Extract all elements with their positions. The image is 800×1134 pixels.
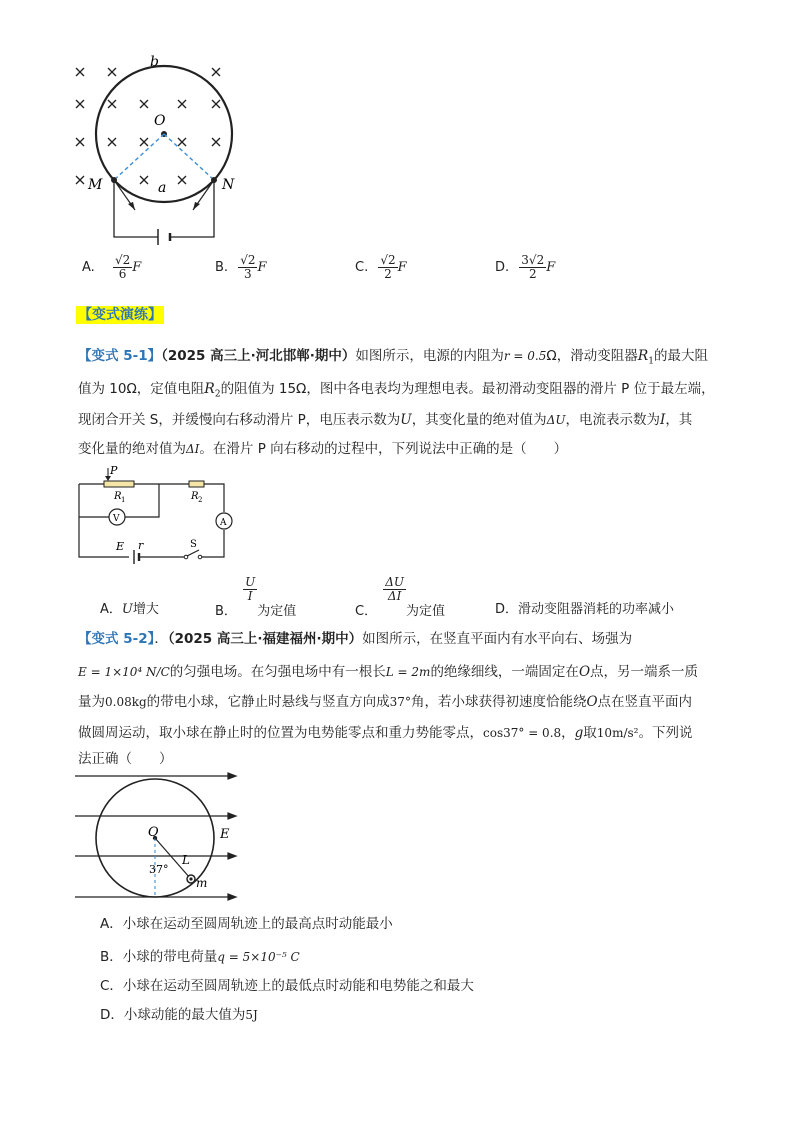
svg-text:A: A — [220, 518, 227, 528]
radius-OM — [114, 134, 164, 180]
resistor-R1 — [104, 481, 134, 487]
q51-source: （2025 高三上·河北邯郸·期中） — [161, 348, 356, 364]
svg-text:S: S — [190, 539, 197, 550]
svg-text:37°: 37° — [149, 863, 169, 876]
q51-option-c[interactable]: C． $\frac{\Delta U}{\Delta I}$ 为定值 — [355, 575, 446, 619]
svg-text:R: R — [114, 491, 122, 502]
field-crosses — [76, 68, 220, 184]
resistor-R2 — [189, 481, 204, 487]
prev-option-d[interactable]: D. $\frac{3√2}{2}$ F — [495, 253, 556, 281]
q51-option-a[interactable]: A．U增大 — [100, 602, 159, 617]
svg-text:r: r — [138, 539, 144, 552]
prev-option-b[interactable]: B. $\frac{√2}{3}$ F — [215, 253, 267, 281]
q51-line2: 值为 10Ω，定值电阻$R_2$的阻值为 15Ω，图中各电表均为理想电表。最初滑动变阻器的滑片 P 位于最左端， — [78, 381, 715, 400]
figure-magnetic-circle — [70, 52, 250, 247]
q51-line4: 变化量的绝对值为ΔI。在滑片 P 向右移动的过程中，下列说法中正确的是（ ） — [78, 441, 568, 457]
q52-line5: 法正确（ ） — [78, 751, 173, 767]
svg-text:R: R — [191, 491, 199, 502]
figure-pendulum-field — [70, 768, 250, 908]
label-O: O — [154, 113, 166, 129]
prev-option-a[interactable]: A. $\frac{√2}{6}$ F — [82, 253, 142, 281]
svg-text:E: E — [116, 540, 125, 553]
section-title: 【变式演练】 — [78, 307, 162, 323]
prev-option-c[interactable]: C. $\frac{√2}{2}$ F — [355, 253, 407, 281]
label-M: M — [88, 177, 103, 193]
label-a: a — [158, 180, 167, 196]
label-b: b — [150, 54, 159, 70]
q51-tag: 【变式 5-1】 — [78, 348, 162, 364]
q52-option-d[interactable]: D．小球动能的最大值为5J — [100, 1007, 258, 1023]
svg-text:L: L — [182, 853, 190, 867]
q51-option-d[interactable]: D．滑动变阻器消耗的功率减小 — [495, 602, 675, 617]
label-N: N — [222, 177, 235, 193]
q52-tag: 【变式 5-2】 — [78, 631, 155, 647]
svg-text:E: E — [220, 827, 230, 842]
svg-text:m: m — [196, 876, 208, 890]
switch-S — [187, 550, 199, 556]
q52-option-a[interactable]: A．小球在运动至圆周轨迹上的最高点时动能最小 — [100, 916, 393, 932]
q52-source: （2025 高三上·福建福州·期中） — [167, 631, 363, 647]
figure-circuit — [74, 462, 234, 567]
q51-option-b[interactable]: B． $\frac{U}{I}$ 为定值 — [215, 575, 297, 619]
q52-line4: 做圆周运动，取小球在静止时的位置为电势能零点和重力势能零点，cos37° = 0.8，g取10m/s²。下列说 — [78, 725, 693, 741]
svg-text:2: 2 — [198, 496, 203, 504]
q52-line3: 量为0.08kg的带电小球，它静止时悬线与竖直方向成37°角，若小球获得初速度恰能绕O点在竖直平面内 — [78, 694, 693, 710]
radius-ON — [164, 134, 214, 180]
q52-line2: E = 1×10⁴ N/C的匀强电场。在匀强电场中有一根长L = 2m的绝缘细线，一端固定在O点，另一端系一质 — [78, 664, 699, 680]
svg-text:1: 1 — [121, 496, 126, 504]
q51-line3: 现闭合开关 S，并缓慢向右移动滑片 P，电压表示数为U，其变化量的绝对值为ΔU，电流表示数为I，其 — [78, 412, 693, 428]
svg-text:O: O — [148, 825, 159, 840]
q52-option-b[interactable]: B．小球的带电荷量q = 5×10⁻⁵ C — [100, 949, 300, 965]
q51-line1: 【变式 5-1】（2025 高三上·河北邯郸·期中）如图所示，电源的内阻为r = 0.5Ω，滑动变阻器$R_1$的最大阻 — [78, 348, 708, 367]
q52-line1: 【变式 5-2】．（2025 高三上·福建福州·期中）如图所示，在竖直平面内有水平向右、场强为 — [78, 631, 633, 647]
q52-option-c[interactable]: C．小球在运动至圆周轨迹上的最低点时动能和电势能之和最大 — [100, 978, 474, 994]
svg-text:V: V — [113, 514, 120, 524]
svg-text:P: P — [110, 464, 118, 477]
